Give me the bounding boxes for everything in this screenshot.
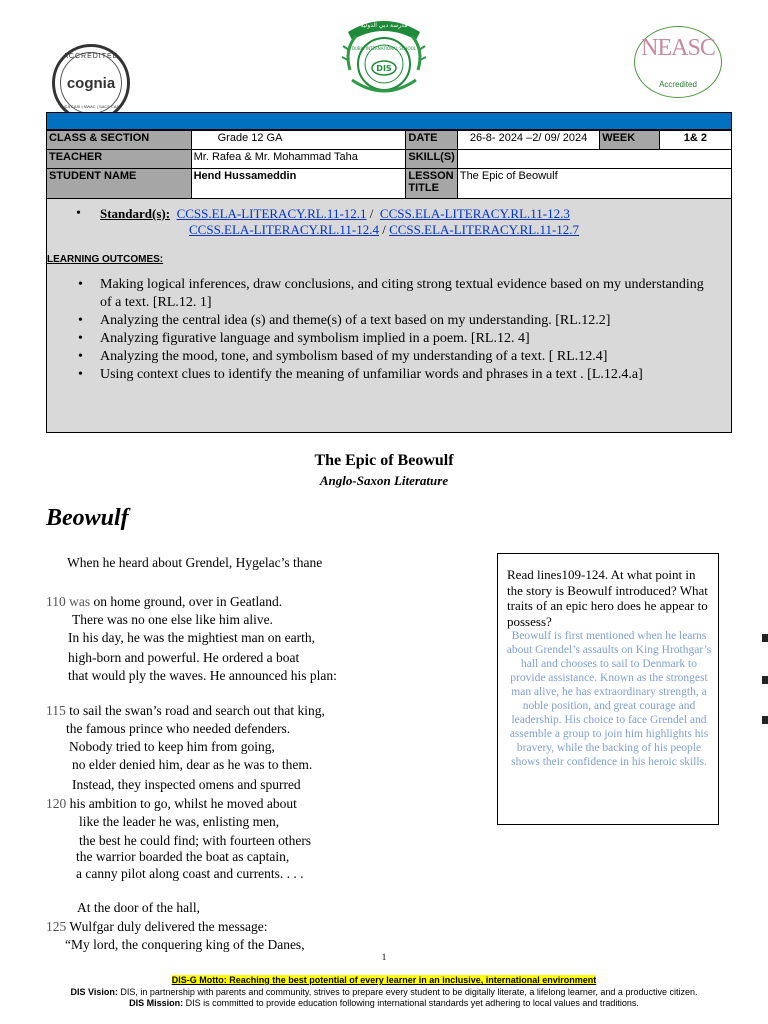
edge-fragment xyxy=(762,716,768,724)
lesson-title-value: The Epic of Beowulf xyxy=(457,169,731,200)
header-bar xyxy=(46,112,732,130)
neasc-letters: NEASC xyxy=(641,35,715,61)
list-item: • Using context clues to identify the meaning of unfamiliar words and phrases in a text . [L.12.4.a] xyxy=(100,366,710,384)
neasc-logo xyxy=(634,26,722,98)
teacher-value: Mr. Rafea & Mr. Mohammad Taha xyxy=(191,150,406,169)
learning-outcomes-heading: LEARNING OUTCOMES: xyxy=(47,254,164,265)
list-item: • Making logical inferences, draw conclusions, and citing strong textual evidence based on my understanding of a text. [RL.12. 1] xyxy=(100,276,710,312)
poem-line: the warrior boarded the boat as captain, xyxy=(76,849,290,864)
dis-school-logo xyxy=(338,10,430,102)
cognia-sub: NCA CASI | NWAC | SACS CASI xyxy=(61,104,121,109)
dis-logo-mark: DIS xyxy=(376,64,392,73)
standards-bullet: • xyxy=(76,206,81,221)
page-subtitle: Anglo-Saxon Literature xyxy=(319,473,449,488)
answer-field[interactable]: Beowulf is first mentioned when he learns about Grendel’s assaults on King Hrothgar’s hall and chooses to sail to Denmark to provide assistance. Known as the strongest man alive, he has extraordinary strength, a noble position, and great courage and leadership. His choice to face Grendel and assemble a group to join him highlights his bravery, while the backing of his people shows their confidence in his heroic skills. xyxy=(506,630,712,768)
dis-logo-english: DUBAI INTERNATIONAL SCHOOL xyxy=(351,46,417,51)
standard-link-3[interactable]: CCSS.ELA-LITERACY.RL.11-12.4 xyxy=(189,222,379,237)
poem-text: to sail the swan’s road and search out that king, xyxy=(65,703,325,718)
poem-line: that would ply the waves. He announced his plan: xyxy=(68,668,337,683)
class-value: Grade 12 GA xyxy=(191,131,406,150)
vision-label: DIS Vision: xyxy=(70,987,118,997)
motto-line xyxy=(0,975,768,985)
motto: DIS-G Motto: Reaching the best potential of every learner in an inclusive, international environment xyxy=(171,975,597,985)
poem-line: no elder denied him, dear as he was to them. xyxy=(72,757,313,772)
dis-logo-arabic: مدرسة دبي الدولية xyxy=(360,22,408,29)
question-prompt: Read lines109-124. At what point in the story is Beowulf introduced? What traits of an epic hero does he appear to possess? xyxy=(507,567,708,629)
poem-title: Beowulf xyxy=(46,505,129,531)
standard-link-4[interactable]: CCSS.ELA-LITERACY.RL.11-12.7 xyxy=(389,222,580,237)
poem-line: There was no one else like him alive. xyxy=(72,612,273,627)
cognia-logo xyxy=(52,44,130,122)
table-row xyxy=(47,150,732,169)
poem-line: the best he could find; with fourteen others xyxy=(79,833,312,848)
skill-label: SKILL(S) xyxy=(406,150,457,169)
line-number: 125 xyxy=(46,919,67,934)
learning-outcomes-list xyxy=(100,276,710,384)
table-row xyxy=(47,169,732,200)
standard-link-1[interactable]: CCSS.ELA-LITERACY.RL.11-12.1 xyxy=(176,206,367,221)
neasc-accredited: Accredited xyxy=(659,80,697,89)
student-value: Hend Hussameddin xyxy=(191,169,406,200)
line-number: 110 xyxy=(46,594,66,609)
question-box xyxy=(497,553,719,825)
edge-fragment xyxy=(762,634,768,642)
poem-line: a canny pilot along coast and currents. . . . xyxy=(76,866,304,881)
line-number: 120 xyxy=(46,796,67,811)
vision-line xyxy=(0,987,768,997)
poem-line: Nobody tried to keep him from going, xyxy=(69,739,275,754)
vision-text: DIS, in partnership with parents and community, strives to prepare every student to be digitally literate, a lifelong learner, and a productive citizen. xyxy=(117,987,698,997)
poem-line xyxy=(46,796,297,812)
teacher-label: TEACHER xyxy=(47,150,192,169)
mission-label: DIS Mission: xyxy=(129,998,184,1008)
page-number: 1 xyxy=(381,952,387,962)
mission-line xyxy=(0,998,768,1008)
standards-list: Standard(s): CCSS.ELA-LITERACY.RL.11-12.1 / CCSS.ELA-LITERACY.RL.11-12.3 CCSS.ELA-LITERACY.RL.11-12.4 / CCSS.ELA-LITERACY.RL.11-12.7 xyxy=(100,206,580,237)
student-label: STUDENT NAME xyxy=(47,169,192,200)
poem-line: the famous prince who needed defenders. xyxy=(66,721,291,736)
poem-text: Wulfgar duly delivered the message: xyxy=(66,919,268,934)
list-item: • Analyzing the mood, tone, and symbolism based of my understanding of a text. [ RL.12.4] xyxy=(100,348,710,366)
mission-text: DIS is committed to provide education following international standards yet adhering to local values and traditions. xyxy=(183,998,639,1008)
week-value: 1& 2 xyxy=(659,131,731,150)
cognia-brand: cognia xyxy=(66,75,116,92)
skill-value xyxy=(457,150,731,169)
lesson-label-line2: TITLE xyxy=(408,182,439,194)
poem-line: “My lord, the conquering king of the Danes, xyxy=(65,937,305,952)
date-label: DATE xyxy=(406,131,457,150)
poem-text: on home ground, over in Geatland. xyxy=(90,594,283,609)
date-value: 26-8- 2024 –2/ 09/ 2024 xyxy=(457,131,599,150)
list-item: • Analyzing the central idea (s) and theme(s) of a text based on my understanding. [RL.12.2] xyxy=(100,312,710,330)
cognia-accredited-text: ACCREDITED xyxy=(63,53,119,60)
poem-word: was xyxy=(69,594,91,609)
list-item: • Analyzing figurative language and symbolism implied in a poem. [RL.12. 4] xyxy=(100,330,710,348)
week-label: WEEK xyxy=(600,131,660,150)
edge-fragment xyxy=(762,676,768,684)
poem-text: his ambition to go, whilst he moved about xyxy=(66,796,297,811)
line-number: 115 xyxy=(46,703,66,718)
poem-line: Instead, they inspected omens and spurred xyxy=(72,777,301,792)
lesson-title-label xyxy=(406,169,457,200)
page-title: The Epic of Beowulf xyxy=(314,452,454,469)
poem-line: At the door of the hall, xyxy=(77,900,200,915)
standard-link-2[interactable]: CCSS.ELA-LITERACY.RL.11-12.3 xyxy=(379,206,570,221)
class-label: CLASS & SECTION xyxy=(47,131,192,150)
lesson-label-line1: LESSON xyxy=(408,170,454,182)
poem-line xyxy=(46,594,282,610)
poem-line: like the leader he was, enlisting men, xyxy=(79,814,280,829)
table-row xyxy=(47,131,732,150)
lesson-info-table xyxy=(46,130,732,200)
poem-line xyxy=(46,919,268,935)
poem-line: high-born and powerful. He ordered a boat xyxy=(68,650,300,665)
poem-line: When he heard about Grendel, Hygelac’s thane xyxy=(67,555,323,570)
standards-label: Standard(s): xyxy=(100,206,171,221)
poem-line xyxy=(46,703,325,719)
poem-line: In his day, he was the mightiest man on earth, xyxy=(68,630,315,645)
